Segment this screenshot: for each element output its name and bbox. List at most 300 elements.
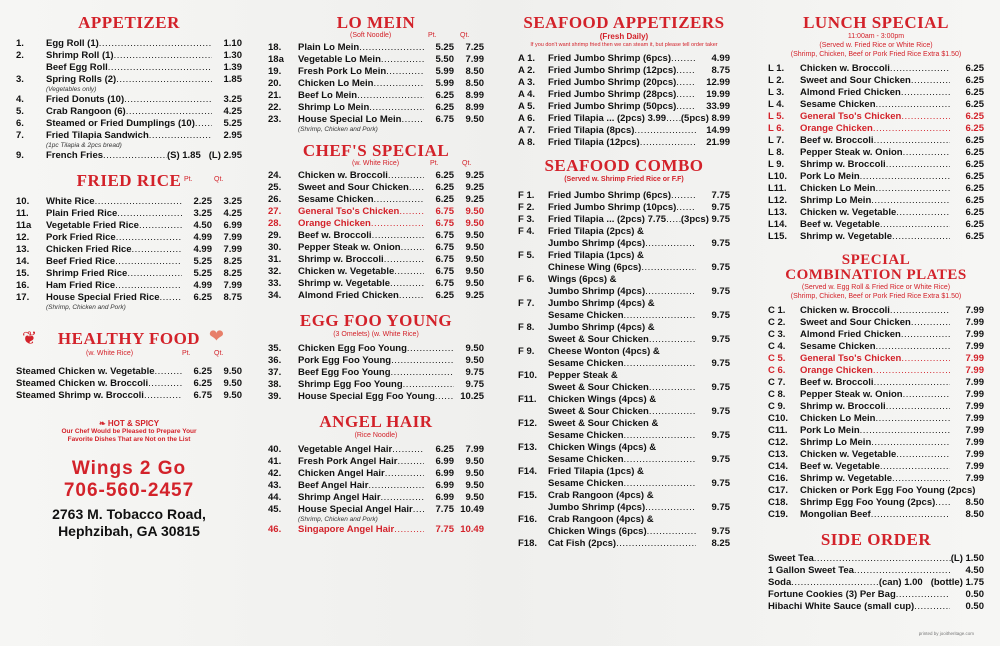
item-name: Pepper Steak w. Onion bbox=[800, 147, 903, 158]
item-price-quart: 9.50 bbox=[465, 242, 484, 253]
item-price-quart: 9.50 bbox=[465, 278, 484, 289]
menu-item bbox=[768, 601, 984, 613]
item-number: C13. bbox=[768, 449, 789, 460]
dot-leader bbox=[935, 497, 950, 509]
item-name: Almond Fried Chicken bbox=[800, 87, 901, 98]
menu-item bbox=[268, 278, 484, 290]
item-price-quart: 8.99 bbox=[465, 90, 484, 101]
item-name: Beef w. Vegetable bbox=[800, 461, 880, 472]
item-number: L 9. bbox=[768, 159, 785, 170]
item-price: 12.99 bbox=[706, 77, 730, 88]
menu-item bbox=[518, 101, 730, 113]
menu-item-line-2 bbox=[518, 310, 730, 322]
menu-item bbox=[518, 490, 730, 502]
dot-leader bbox=[399, 206, 424, 218]
item-number: 37. bbox=[268, 367, 282, 378]
item-number: 5. bbox=[16, 106, 24, 117]
menu-item bbox=[768, 565, 984, 577]
item-number: C18. bbox=[768, 497, 789, 508]
item-price: 9.75 bbox=[711, 358, 730, 369]
item-number: 33. bbox=[268, 278, 282, 289]
dot-leader bbox=[435, 391, 454, 403]
menu-item bbox=[16, 378, 242, 390]
item-price: 7.99 bbox=[965, 377, 984, 388]
dot-leader bbox=[369, 102, 424, 114]
menu-item bbox=[768, 449, 984, 461]
menu-item bbox=[768, 437, 984, 449]
item-name: Chicken w. Broccoli bbox=[298, 170, 388, 181]
menu-item bbox=[268, 114, 484, 126]
item-number: C 4. bbox=[768, 341, 786, 352]
hot-spicy-line-1: Our Chef Would be Pleased to Prepare Your bbox=[61, 428, 197, 435]
item-price: 6.25 bbox=[965, 195, 984, 206]
item-price-pint: 2.25 bbox=[193, 196, 212, 207]
item-price-pint: 5.25 bbox=[193, 256, 212, 267]
heart-icon: ❤ bbox=[208, 326, 224, 346]
menu-item bbox=[16, 38, 242, 50]
item-price: 7.99 bbox=[965, 437, 984, 448]
phone-number[interactable]: 706-560-2457 bbox=[63, 480, 195, 501]
dot-leader bbox=[676, 202, 696, 214]
item-name: Shrimp Fried Rice bbox=[46, 268, 128, 279]
item-name: Shrimp Lo Mein bbox=[298, 102, 370, 113]
item-price: 14.99 bbox=[706, 125, 730, 136]
item-name: Jumbo Shrimp (4pcs) & bbox=[548, 298, 655, 309]
item-name: Orange Chicken bbox=[800, 365, 873, 376]
menu-item bbox=[268, 254, 484, 266]
dot-leader bbox=[875, 413, 950, 425]
item-price-quart: 9.50 bbox=[465, 114, 484, 125]
menu-item bbox=[768, 195, 984, 207]
dot-leader bbox=[624, 430, 696, 442]
item-name: Egg Roll (1) bbox=[46, 38, 99, 49]
lo-mein-subtitle: (Soft Noodle) bbox=[350, 32, 392, 39]
chefs-qt-header: Qt. bbox=[462, 160, 472, 167]
item-number: F 4. bbox=[518, 226, 535, 237]
lunch-time: 11:00am - 3:00pm bbox=[847, 33, 905, 40]
item-name: Fried Tilapia ... (2pcs) 3.99 bbox=[548, 113, 667, 124]
menu-item bbox=[16, 292, 242, 304]
dot-leader bbox=[394, 266, 424, 278]
item-number: 14. bbox=[16, 256, 30, 267]
menu-item bbox=[268, 266, 484, 278]
item-price: 9.50 bbox=[465, 355, 484, 366]
item-name-line-2: Sesame Chicken bbox=[548, 430, 624, 441]
item-price-pint: 6.99 bbox=[435, 492, 454, 503]
fried-rice-pt-header: Pt. bbox=[184, 176, 193, 183]
item-number: 11. bbox=[16, 208, 29, 219]
column-3 bbox=[518, 14, 730, 550]
item-price: 7.99 bbox=[965, 413, 984, 424]
item-price: 1.10 bbox=[223, 38, 242, 49]
menu-item bbox=[268, 90, 484, 102]
menu-item bbox=[16, 150, 242, 162]
menu-item bbox=[768, 147, 984, 159]
item-number: 13. bbox=[16, 244, 30, 255]
item-name: Cheese Wonton (4pcs) & bbox=[548, 346, 660, 357]
item-name-line-2: Sesame Chicken bbox=[548, 454, 624, 465]
menu-item bbox=[16, 94, 242, 106]
item-price-quart: 9.50 bbox=[465, 266, 484, 277]
seafood-appetizers-note: If you don't want shrimp fried then we can steam it, but please tell order taker bbox=[530, 42, 718, 48]
item-number: C11. bbox=[768, 425, 788, 436]
menu-item bbox=[16, 62, 242, 74]
item-number: 19. bbox=[268, 66, 282, 77]
dot-leader bbox=[666, 113, 681, 125]
item-price-quart: 9.50 bbox=[465, 456, 484, 467]
item-price: 3.25 bbox=[223, 94, 242, 105]
dot-leader bbox=[624, 358, 696, 370]
column-2 bbox=[268, 14, 484, 536]
item-name: Beef Angel Hair bbox=[298, 480, 369, 491]
menu-item bbox=[768, 577, 984, 589]
item-price: (3pcs) 9.75 bbox=[680, 214, 730, 225]
menu-item bbox=[518, 214, 730, 226]
item-number: A 8. bbox=[518, 137, 536, 148]
item-name: Pepper Steak & bbox=[548, 370, 618, 381]
dot-leader bbox=[624, 310, 696, 322]
item-number: L 2. bbox=[768, 75, 785, 86]
dot-leader bbox=[372, 230, 424, 242]
dot-leader bbox=[401, 242, 424, 254]
item-number: F 6. bbox=[518, 274, 535, 285]
dot-leader bbox=[647, 526, 696, 538]
menu-item bbox=[518, 514, 730, 526]
item-name: Pork Lo Mein bbox=[800, 425, 860, 436]
dot-leader bbox=[671, 53, 696, 65]
item-price: 6.25 bbox=[965, 75, 984, 86]
item-name: Fried Jumbo Shrimp (6pcs) bbox=[548, 53, 671, 64]
item-price-pint: 6.75 bbox=[435, 206, 454, 217]
item-number: F16. bbox=[518, 514, 538, 525]
item-price-pint: 4.99 bbox=[193, 232, 212, 243]
menu-item bbox=[16, 106, 242, 118]
item-price: 7.99 bbox=[965, 473, 984, 484]
item-number: 31. bbox=[268, 254, 282, 265]
item-price-quart: 3.25 bbox=[223, 196, 242, 207]
item-number: 44. bbox=[268, 492, 282, 503]
menu-item bbox=[518, 202, 730, 214]
menu-item bbox=[16, 256, 242, 268]
lo-mein-list bbox=[268, 42, 484, 134]
item-price-pint: 6.75 bbox=[435, 278, 454, 289]
item-price-quart: 8.99 bbox=[465, 102, 484, 113]
item-price: 4.25 bbox=[223, 106, 242, 117]
item-price-pint: 6.25 bbox=[193, 366, 212, 377]
item-name: House Special Fried Rice bbox=[46, 292, 160, 303]
dot-leader bbox=[114, 50, 212, 62]
item-name: Pepper Steak w. Onion bbox=[298, 242, 401, 253]
item-price: 7.99 bbox=[965, 341, 984, 352]
item-name: Chicken Wings (4pcs) & bbox=[548, 394, 657, 405]
dot-leader bbox=[413, 504, 424, 516]
dot-leader bbox=[875, 183, 950, 195]
menu-item bbox=[16, 220, 242, 232]
item-price: 9.75 bbox=[465, 367, 484, 378]
dot-leader bbox=[641, 262, 696, 274]
item-price: 2.95 bbox=[223, 130, 242, 141]
menu-item bbox=[268, 391, 484, 403]
dot-leader bbox=[634, 125, 696, 137]
item-name: Almond Fried Chicken bbox=[800, 329, 901, 340]
dot-leader bbox=[624, 478, 696, 490]
chefs-special-subtitle: (w. White Rice) bbox=[352, 160, 400, 167]
item-name: Fresh Pork Angel Hair bbox=[298, 456, 398, 467]
menu-item bbox=[768, 497, 984, 509]
dot-leader bbox=[896, 589, 950, 601]
item-name: Chicken w. Vegetable bbox=[800, 207, 897, 218]
dot-leader bbox=[676, 89, 696, 101]
item-price: 9.75 bbox=[711, 502, 730, 513]
dot-leader bbox=[873, 365, 950, 377]
item-name: Fried Tilapia (12pcs) bbox=[548, 137, 640, 148]
item-name: Vegetable Lo Mein bbox=[298, 54, 381, 65]
item-price-small: (S) 1.85 bbox=[166, 150, 201, 161]
dot-leader bbox=[649, 382, 696, 394]
item-number: 16. bbox=[16, 280, 30, 291]
item-number: F18. bbox=[518, 538, 538, 549]
menu-item bbox=[268, 456, 484, 468]
menu-item bbox=[268, 66, 484, 78]
dot-leader bbox=[896, 207, 950, 219]
item-number: 4. bbox=[16, 94, 24, 105]
item-price-quart: 7.99 bbox=[223, 244, 242, 255]
angel-hair-title: ANGEL HAIR bbox=[319, 412, 433, 431]
menu-item bbox=[16, 50, 242, 62]
dot-leader bbox=[873, 123, 950, 135]
item-price-quart: 7.99 bbox=[223, 232, 242, 243]
item-name: Steamed Shrimp w. Broccoli bbox=[16, 390, 144, 401]
item-price: 1.85 bbox=[223, 74, 242, 85]
item-number: 46. bbox=[268, 524, 282, 535]
item-price-quart: 9.50 bbox=[465, 230, 484, 241]
item-name: Chicken or Pork Egg Foo Young (2pcs) bbox=[800, 485, 976, 496]
item-name: Shrimp w. Broccoli bbox=[298, 254, 384, 265]
item-price-pint: 6.25 bbox=[435, 290, 454, 301]
item-price-pint: 6.25 bbox=[435, 444, 454, 455]
item-price: 9.75 bbox=[711, 430, 730, 441]
fried-rice-title: FRIED RICE bbox=[76, 171, 182, 190]
item-number: L 3. bbox=[768, 87, 785, 98]
dot-leader bbox=[381, 492, 424, 504]
dot-leader bbox=[676, 77, 696, 89]
dot-leader bbox=[649, 334, 696, 346]
item-number: 18a bbox=[268, 54, 284, 65]
item-price-pint: 6.75 bbox=[435, 114, 454, 125]
item-price-pint: 4.50 bbox=[193, 220, 212, 231]
item-name: General Tso's Chicken bbox=[800, 111, 902, 122]
dot-leader bbox=[390, 278, 424, 290]
lunch-subtitle: (Served w. Fried Rice or White Rice) bbox=[819, 42, 933, 49]
menu-item-line-2 bbox=[518, 334, 730, 346]
dot-leader bbox=[671, 190, 696, 202]
item-price-quart: 10.49 bbox=[460, 524, 484, 535]
item-price: 6.25 bbox=[965, 171, 984, 182]
item-name: French Fries bbox=[46, 150, 104, 161]
item-name: Sweet and Sour Chicken bbox=[298, 182, 409, 193]
item-name: Fried Jumbo Shrimp (50pcs) bbox=[548, 101, 677, 112]
dot-leader bbox=[392, 444, 424, 456]
healthy-food-list bbox=[16, 366, 242, 402]
dot-leader bbox=[876, 341, 950, 353]
menu-item-line-2 bbox=[518, 526, 730, 538]
item-price: 0.50 bbox=[965, 589, 984, 600]
dot-leader bbox=[409, 182, 424, 194]
item-price-quart: 8.50 bbox=[465, 66, 484, 77]
item-price: 7.99 bbox=[965, 365, 984, 376]
item-name-line-2: Sesame Chicken bbox=[548, 310, 624, 321]
menu-item-line-2 bbox=[518, 406, 730, 418]
item-price: 6.25 bbox=[965, 219, 984, 230]
item-number: C16. bbox=[768, 473, 789, 484]
dot-leader bbox=[124, 94, 212, 106]
item-name: Fried Tilapia Sandwich bbox=[46, 130, 149, 141]
hot-spicy-heading bbox=[16, 420, 242, 428]
dot-leader bbox=[116, 74, 212, 86]
item-number: 41. bbox=[268, 456, 282, 467]
seafood-appetizers-list bbox=[518, 53, 730, 149]
item-note: (Shrimp, Chicken and Pork) bbox=[298, 126, 378, 133]
menu-item bbox=[768, 99, 984, 111]
item-name: Plain Lo Mein bbox=[298, 42, 360, 53]
item-price: 9.75 bbox=[711, 310, 730, 321]
item-number: F 7. bbox=[518, 298, 535, 309]
item-note: (1pc Tilapia & 2pcs bread) bbox=[46, 142, 122, 149]
item-name: Vegetable Fried Rice bbox=[46, 220, 139, 231]
egg-foo-young-title: EGG FOO YOUNG bbox=[299, 311, 453, 330]
combination-title-1: SPECIAL bbox=[841, 252, 911, 268]
item-number: 35. bbox=[268, 343, 282, 354]
item-price: 6.25 bbox=[965, 183, 984, 194]
seafood-combo-title: SEAFOOD COMBO bbox=[544, 156, 704, 175]
item-name: Beef Fried Rice bbox=[46, 256, 116, 267]
item-name: Sweet & Sour Chicken & bbox=[548, 418, 659, 429]
dot-leader bbox=[117, 208, 182, 220]
item-price: 9.75 bbox=[711, 478, 730, 489]
item-name: White Rice bbox=[46, 196, 95, 207]
item-name: Steamed Chicken w. Vegetable bbox=[16, 366, 155, 377]
dot-leader bbox=[95, 196, 182, 208]
item-number: 45. bbox=[268, 504, 282, 515]
menu-item bbox=[518, 370, 730, 382]
item-number: 26. bbox=[268, 194, 282, 205]
item-price-pint: 6.99 bbox=[435, 480, 454, 491]
item-price-pint: 6.25 bbox=[435, 90, 454, 101]
item-name: Chicken Lo Mein bbox=[298, 78, 374, 89]
dot-leader bbox=[871, 509, 950, 521]
item-number: 27. bbox=[268, 206, 282, 217]
item-number: 34. bbox=[268, 290, 282, 301]
item-number: 20. bbox=[268, 78, 282, 89]
menu-item-line-2 bbox=[518, 502, 730, 514]
item-name: Fried Tilapia (2pcs) & bbox=[548, 226, 644, 237]
item-number: A 6. bbox=[518, 113, 536, 124]
item-name-line-2: Jumbo Shrimp (4pcs) bbox=[548, 238, 646, 249]
item-price-quart: 9.50 bbox=[465, 218, 484, 229]
item-price-quart: 9.50 bbox=[223, 378, 242, 389]
item-number: 43. bbox=[268, 480, 282, 491]
menu-item bbox=[16, 268, 242, 280]
item-name: Vegetable Angel Hair bbox=[298, 444, 393, 455]
item-price: 9.75 bbox=[711, 238, 730, 249]
item-price-pint: 6.25 bbox=[193, 378, 212, 389]
item-name: Fried Donuts (10) bbox=[46, 94, 125, 105]
item-price: 6.25 bbox=[965, 231, 984, 242]
item-price: 9.75 bbox=[711, 406, 730, 417]
item-price: 9.75 bbox=[711, 286, 730, 297]
dot-leader bbox=[880, 219, 950, 231]
item-price-quart: 9.25 bbox=[465, 290, 484, 301]
menu-item bbox=[518, 418, 730, 430]
seafood-appetizers-subtitle: (Fresh Daily) bbox=[599, 32, 649, 41]
dot-leader bbox=[139, 220, 182, 232]
item-name: Pork Fried Rice bbox=[46, 232, 116, 243]
item-price: 7.75 bbox=[711, 190, 730, 201]
dot-leader bbox=[911, 317, 950, 329]
item-number: L11. bbox=[768, 183, 787, 194]
dot-leader bbox=[127, 268, 182, 280]
item-number: L 4. bbox=[768, 99, 785, 110]
item-number: L13. bbox=[768, 207, 788, 218]
dot-leader bbox=[814, 553, 951, 565]
item-name: House Special Angel Hair bbox=[298, 504, 413, 515]
dot-leader bbox=[403, 379, 454, 391]
menu-item bbox=[518, 226, 730, 238]
dot-leader bbox=[116, 232, 182, 244]
menu-item bbox=[518, 394, 730, 406]
lo-mein-qt-header: Qt. bbox=[460, 32, 470, 39]
item-name: Orange Chicken bbox=[800, 123, 873, 134]
dot-leader bbox=[880, 461, 950, 473]
lunch-special-list bbox=[768, 63, 984, 243]
egg-foo-young-subtitle: (3 Omelets) (w. White Rice) bbox=[333, 331, 419, 338]
dot-leader bbox=[401, 114, 424, 126]
item-price-pint: 6.75 bbox=[193, 390, 212, 401]
menu-item bbox=[268, 194, 484, 206]
chefs-special-list bbox=[268, 170, 484, 302]
item-price-pint: 6.25 bbox=[435, 170, 454, 181]
menu-item bbox=[268, 468, 484, 480]
item-price: 9.75 bbox=[711, 334, 730, 345]
item-name: Shrimp w. Vegetable bbox=[800, 231, 893, 242]
item-price: 6.25 bbox=[965, 63, 984, 74]
item-number: A 3. bbox=[518, 77, 536, 88]
item-price: 6.25 bbox=[965, 99, 984, 110]
menu-item bbox=[268, 492, 484, 504]
item-price-pint: 6.75 bbox=[435, 218, 454, 229]
address-line-1: 2763 M. Tobacco Road, bbox=[52, 506, 206, 522]
lo-mein-pt-header: Pt. bbox=[428, 32, 437, 39]
menu-item bbox=[518, 538, 730, 550]
item-price: 21.99 bbox=[706, 137, 730, 148]
item-name: Almond Fried Chicken bbox=[298, 290, 399, 301]
item-number: 29. bbox=[268, 230, 282, 241]
menu-item bbox=[268, 444, 484, 456]
item-price: 7.99 bbox=[965, 389, 984, 400]
item-price: 7.99 bbox=[965, 449, 984, 460]
menu-item bbox=[518, 346, 730, 358]
menu-item bbox=[268, 504, 484, 516]
item-name: Sesame Chicken bbox=[800, 99, 876, 110]
item-number: 25. bbox=[268, 182, 282, 193]
item-name: Beef Egg Roll bbox=[46, 62, 108, 73]
item-price-pint: 4.99 bbox=[193, 280, 212, 291]
item-name: Fried Jumbo Shrimp (6pcs) bbox=[548, 190, 671, 201]
item-number: A 2. bbox=[518, 65, 536, 76]
item-price-pint: 4.99 bbox=[193, 244, 212, 255]
item-number: C17. bbox=[768, 485, 789, 496]
item-name: Spring Rolls (2) bbox=[46, 74, 117, 85]
